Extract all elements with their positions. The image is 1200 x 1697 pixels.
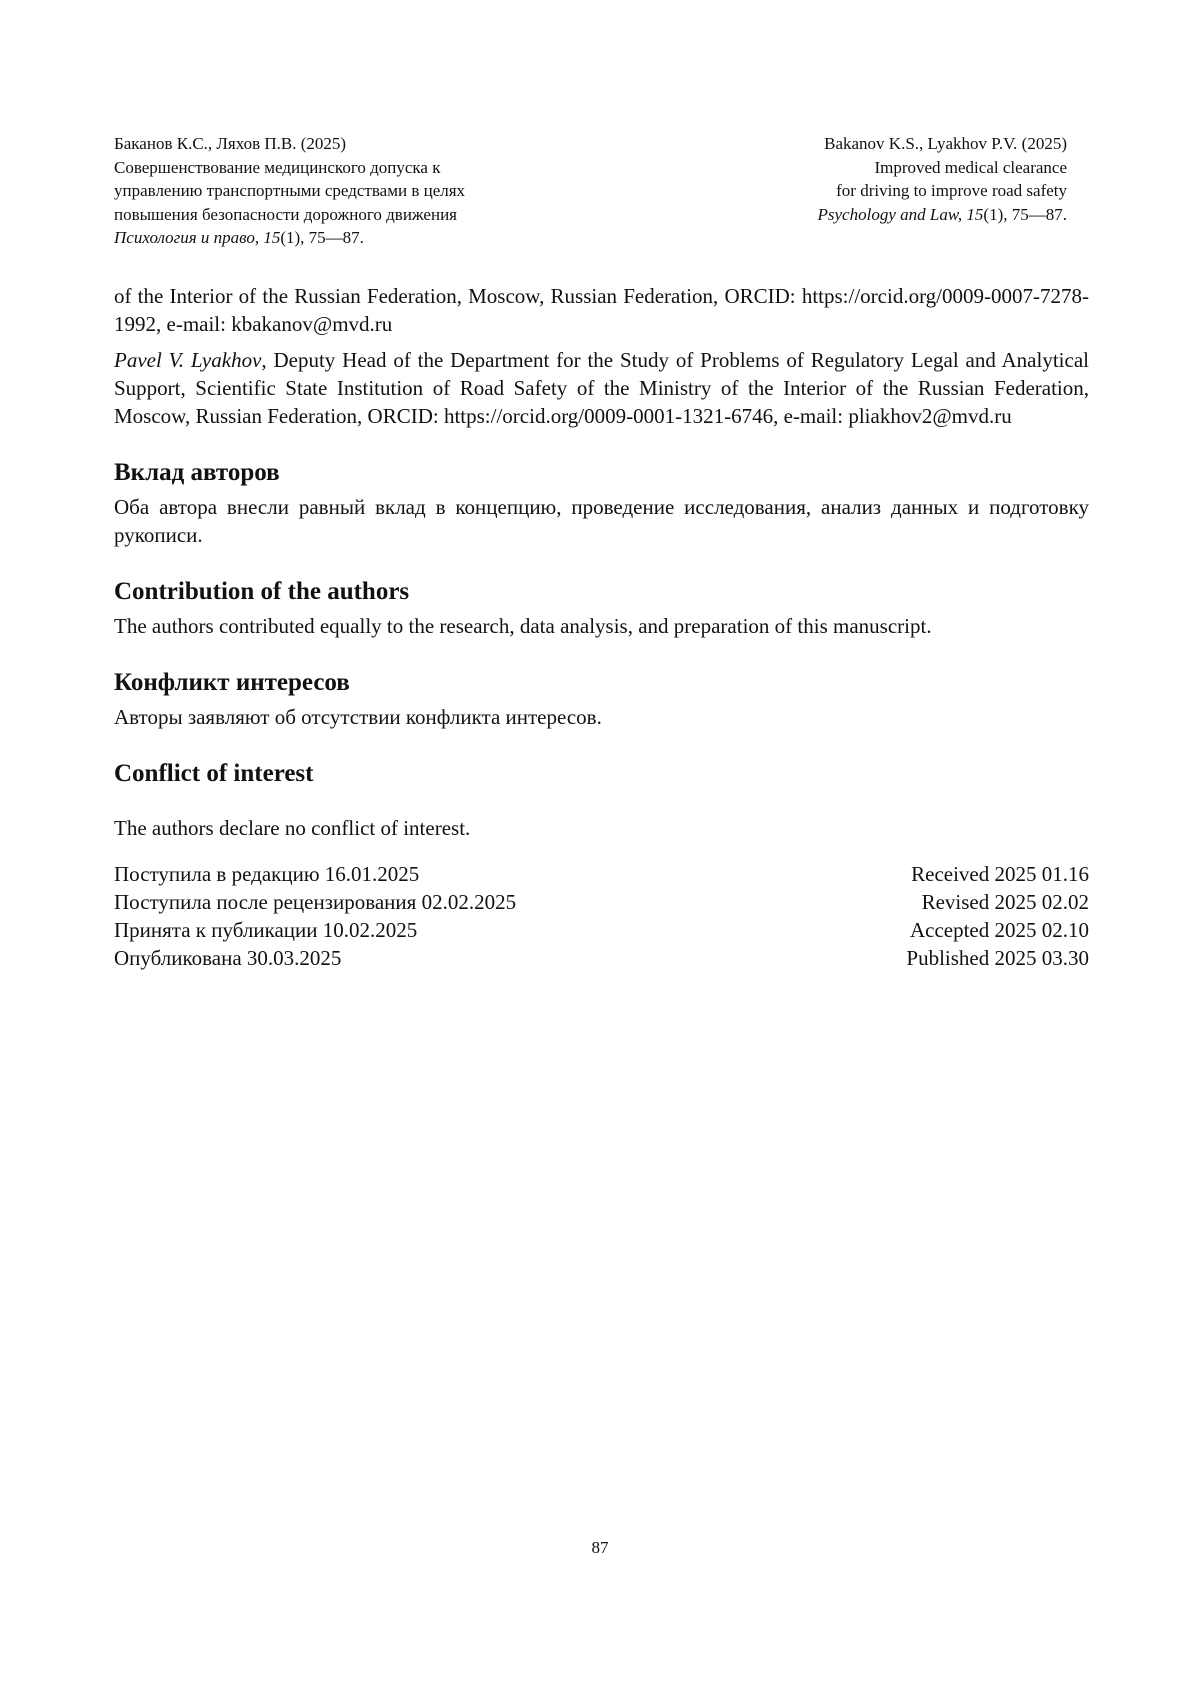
page-number: 87 [591,1538,609,1557]
dates-ru [114,860,516,972]
date-received-ru: Поступила в редакцию 16.01.2025 [114,862,420,886]
author-lyakhov-name: Pavel V. Lyakhov [114,348,262,372]
header-journal-ru-name: Психология и право, 15 [114,228,281,247]
header-title-en-line-1: Improved medical clearance [874,157,1067,177]
spacer [114,794,1089,814]
date-accepted-ru: Принята к публикации 10.02.2025 [114,918,418,942]
date-published-en: Published 2025 03.30 [906,946,1089,970]
dates-en [906,860,1089,972]
section-title: Вклад авторов [114,459,280,486]
header-journal-ru-issue: (1), 75—87. [280,228,364,247]
section-text: Авторы заявляют об отсутствии конфликта интересов. [114,705,602,729]
date-revised-en: Revised 2025 02.02 [921,890,1089,914]
section-text: Оба автора внесли равный вклад в концепцию, проведение исследования, анализ данных и подготовку рукописи. [114,495,1089,547]
section-text: The authors contributed equally to the research, data analysis, and preparation of this manuscript. [114,614,932,638]
section-title: Contribution of the authors [114,578,410,605]
header-journal-en-issue: (1), 75—87. [983,204,1067,224]
header-journal-ru [114,226,465,250]
section-title: Конфликт интересов [114,669,350,696]
header-title-ru-line-2: управлению транспортными средствами в целях [114,181,466,200]
running-header-ru [114,132,465,250]
section-conflict-en [114,759,1089,842]
section-contribution-ru [114,458,1089,549]
header-journal-en-name: Psychology and Law, 15 [817,204,984,224]
section-title: Conflict of interest [114,760,314,787]
date-revised-ru: Поступила после рецензирования 02.02.2025 [114,890,517,914]
article-body [114,282,1089,972]
author-lyakhov-info [114,346,1089,430]
running-header [114,132,1067,250]
author-bakanov-info: of the Interior of the Russian Federation, Moscow, Russian Federation, ORCID: https://orcid.org/0009-0007-7278-1992, e-mail: kbakanov@mvd.ru [114,284,1089,336]
date-accepted-en: Accepted 2025 02.10 [909,918,1089,942]
header-title-ru-line-1: Совершенствование медицинского допуска к [114,157,441,177]
publication-dates [114,860,1089,972]
section-text: The authors declare no conflict of interest. [114,816,471,840]
header-citation-en: Bakanov K.S., Lyakhov P.V. (2025) [824,134,1067,153]
section-conflict-ru [114,668,1089,731]
header-title-en-line-2: for driving to improve road safety [836,181,1067,200]
date-received-en: Received 2025 01.16 [911,862,1089,886]
running-header-en [818,132,1067,250]
date-published-ru: Опубликована 30.03.2025 [114,946,342,970]
section-contribution-en [114,577,1089,640]
author-lyakhov-details: , Deputy Head of the Department for the Study of Problems of Regulatory Legal and Analytical Support, Scientific State Institution of Road Safety of the Ministry of the Interior of the Russian Federation, Moscow, Russian Federation, ORCID: https://orcid.org/0009-0001-1321-6746, e-mail: pliakhov2@mvd.ru [114,348,1089,428]
header-citation-ru: Баканов К.С., Ляхов П.В. (2025) [114,134,347,153]
header-journal-en [818,203,1067,227]
header-title-ru-line-3: повышения безопасности дорожного движения [114,204,457,224]
